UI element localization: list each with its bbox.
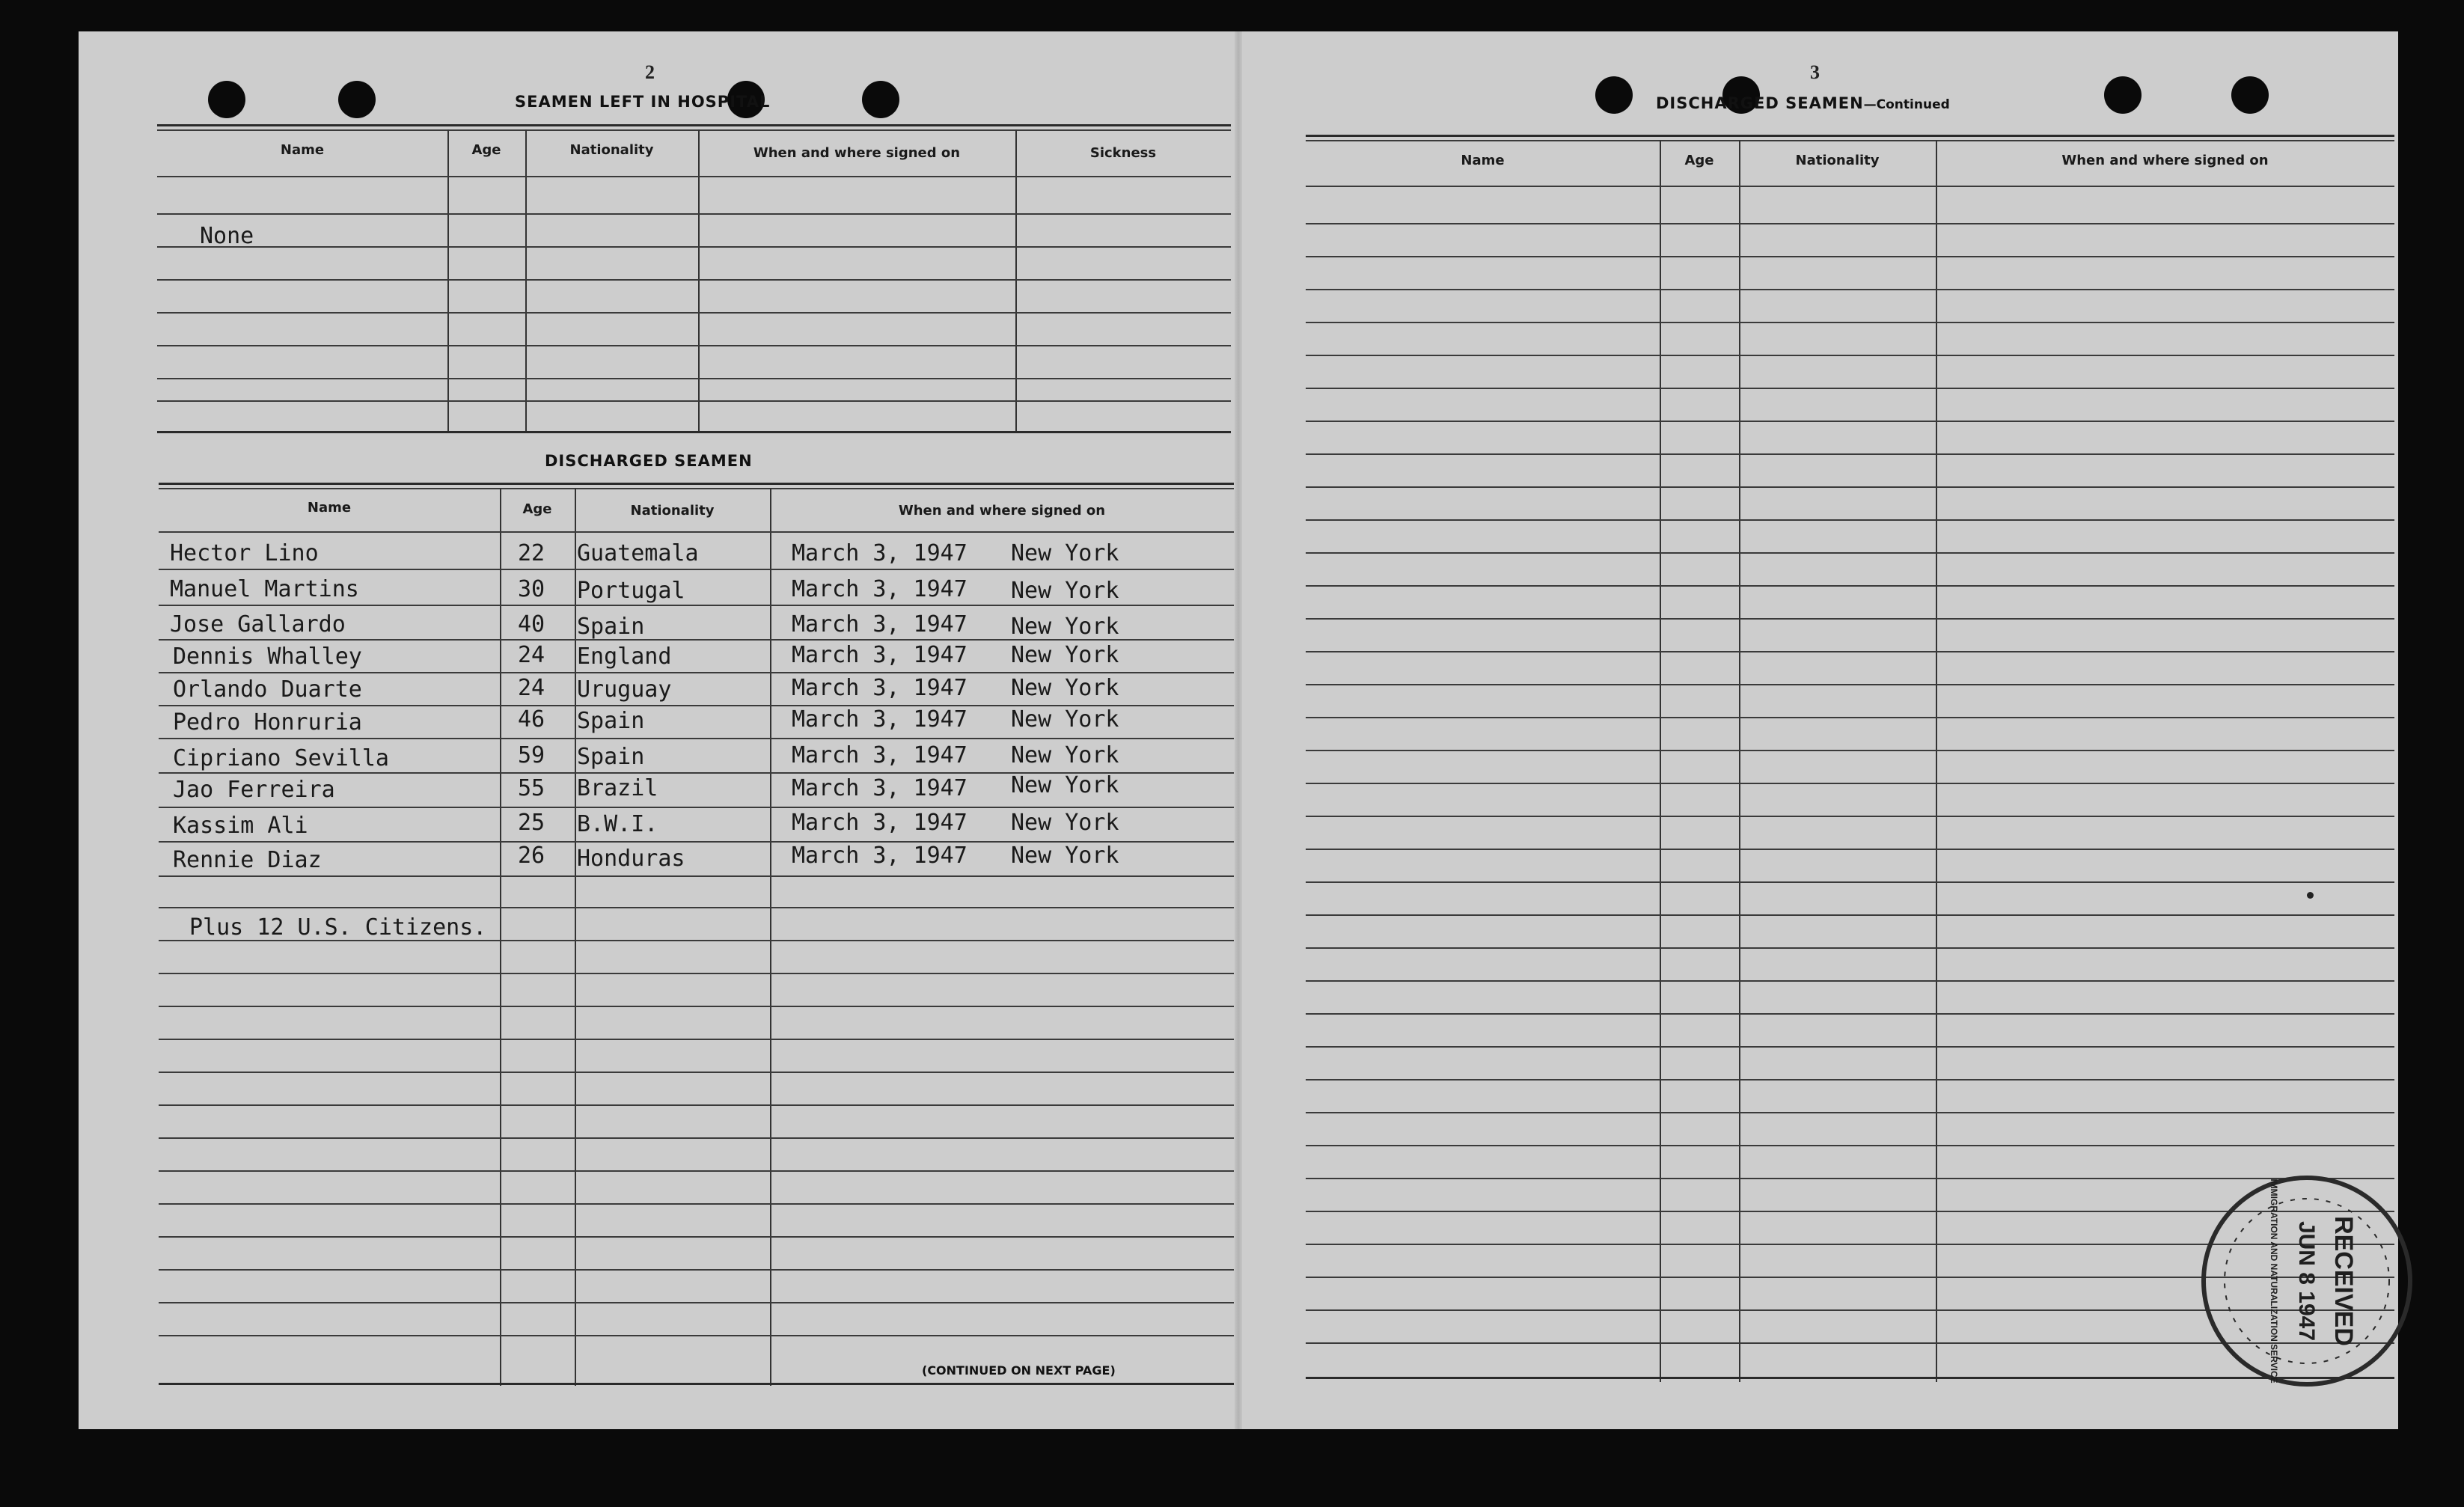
right-title-main: DISCHARGED SEAMEN bbox=[1656, 94, 1864, 112]
column-header-name: Name bbox=[1461, 153, 1505, 168]
seaman-age: 40 bbox=[518, 611, 545, 638]
seaman-nationality: Spain bbox=[577, 708, 645, 734]
seaman-name: Manuel Martins bbox=[170, 576, 359, 602]
column-header-sickness: Sickness bbox=[1089, 145, 1157, 161]
seaman-nationality: England bbox=[577, 644, 672, 670]
signed-on-place: New York bbox=[1011, 675, 1119, 701]
column-header-signed-on: When and where signed on bbox=[898, 503, 1106, 519]
seaman-name: Dennis Whalley bbox=[173, 644, 362, 670]
signed-on-date: March 3, 1947 bbox=[792, 611, 967, 638]
column-header-signed-on: When and where signed on bbox=[2061, 153, 2269, 168]
signed-on-place: New York bbox=[1011, 772, 1119, 798]
punch-hole bbox=[2104, 76, 2142, 114]
us-citizens-note: Plus 12 U.S. Citizens. bbox=[189, 914, 487, 941]
seaman-name: Hector Lino bbox=[170, 540, 319, 566]
signed-on-place: New York bbox=[1011, 810, 1119, 836]
continued-footer: (CONTINUED ON NEXT PAGE) bbox=[922, 1363, 1116, 1378]
punch-hole bbox=[338, 81, 376, 118]
column-header-age: Age bbox=[522, 501, 552, 517]
discharged-section-title: DISCHARGED SEAMEN bbox=[545, 452, 753, 470]
seaman-name: Orlando Duarte bbox=[173, 676, 362, 703]
column-header-nationality: Nationality bbox=[1795, 153, 1880, 168]
ink-dot bbox=[2307, 892, 2314, 899]
signed-on-date: March 3, 1947 bbox=[792, 810, 967, 836]
punch-hole bbox=[1595, 76, 1633, 114]
right-title-suffix: —Continued bbox=[1863, 97, 1950, 112]
punch-hole bbox=[208, 81, 245, 118]
signed-on-place: New York bbox=[1011, 540, 1119, 566]
column-header-age: Age bbox=[471, 142, 501, 158]
stamp-received-text: RECEIVED bbox=[2329, 1216, 2358, 1346]
signed-on-date: March 3, 1947 bbox=[792, 576, 967, 602]
seaman-age: 30 bbox=[518, 576, 545, 602]
column-header-name: Name bbox=[280, 142, 325, 158]
column-header-signed-on: When and where signed on bbox=[753, 145, 961, 161]
seaman-nationality: Spain bbox=[577, 614, 645, 640]
seaman-age: 26 bbox=[518, 843, 545, 869]
signed-on-date: March 3, 1947 bbox=[792, 706, 967, 733]
page-number-left: 2 bbox=[645, 61, 655, 83]
right-section-title bbox=[1656, 94, 1950, 112]
signed-on-date: March 3, 1947 bbox=[792, 843, 967, 869]
punch-hole bbox=[2231, 76, 2269, 114]
column-header-name: Name bbox=[307, 500, 352, 516]
seaman-name: Cipriano Sevilla bbox=[173, 745, 389, 771]
page-fold bbox=[1235, 31, 1242, 1429]
seaman-age: 46 bbox=[518, 706, 545, 733]
page-number-right: 3 bbox=[1810, 61, 1820, 83]
signed-on-place: New York bbox=[1011, 706, 1119, 733]
received-stamp bbox=[2195, 1169, 2419, 1393]
seaman-age: 22 bbox=[518, 540, 545, 566]
signed-on-date: March 3, 1947 bbox=[792, 775, 967, 801]
seaman-nationality: Honduras bbox=[577, 846, 685, 872]
signed-on-date: March 3, 1947 bbox=[792, 675, 967, 701]
signed-on-date: March 3, 1947 bbox=[792, 642, 967, 668]
seaman-name: Rennie Diaz bbox=[173, 847, 322, 873]
stamp-agency: IMMIGRATION AND NATURALIZATION SERVICE bbox=[2269, 1179, 2279, 1384]
hospital-entry-none: None bbox=[200, 223, 254, 249]
seaman-nationality: Guatemala bbox=[577, 540, 699, 566]
seaman-nationality: Brazil bbox=[577, 775, 658, 801]
document-sheet bbox=[79, 31, 2398, 1429]
seaman-nationality: Portugal bbox=[577, 578, 685, 604]
signed-on-place: New York bbox=[1011, 642, 1119, 668]
signed-on-date: March 3, 1947 bbox=[792, 540, 967, 566]
seaman-age: 25 bbox=[518, 810, 545, 836]
column-header-age: Age bbox=[1684, 153, 1714, 168]
seaman-age: 55 bbox=[518, 775, 545, 801]
column-header-nationality: Nationality bbox=[569, 142, 654, 158]
seaman-nationality: B.W.I. bbox=[577, 811, 658, 837]
seaman-nationality: Uruguay bbox=[577, 676, 672, 703]
signed-on-place: New York bbox=[1011, 578, 1119, 604]
seaman-name: Kassim Ali bbox=[173, 813, 308, 839]
signed-on-place: New York bbox=[1011, 614, 1119, 640]
signed-on-date: March 3, 1947 bbox=[792, 742, 967, 768]
seaman-name: Jao Ferreira bbox=[173, 777, 335, 803]
hospital-section-title: SEAMEN LEFT IN HOSPITAL bbox=[515, 93, 771, 111]
seaman-age: 24 bbox=[518, 675, 545, 701]
seaman-name: Pedro Honruria bbox=[173, 709, 362, 736]
seaman-age: 24 bbox=[518, 642, 545, 668]
seaman-nationality: Spain bbox=[577, 744, 645, 770]
seaman-name: Jose Gallardo bbox=[170, 611, 346, 638]
signed-on-place: New York bbox=[1011, 742, 1119, 768]
punch-hole bbox=[862, 81, 899, 118]
seaman-age: 59 bbox=[518, 742, 545, 768]
stamp-date: JUN 8 1947 bbox=[2294, 1220, 2319, 1342]
signed-on-place: New York bbox=[1011, 843, 1119, 869]
column-header-nationality: Nationality bbox=[630, 503, 715, 519]
